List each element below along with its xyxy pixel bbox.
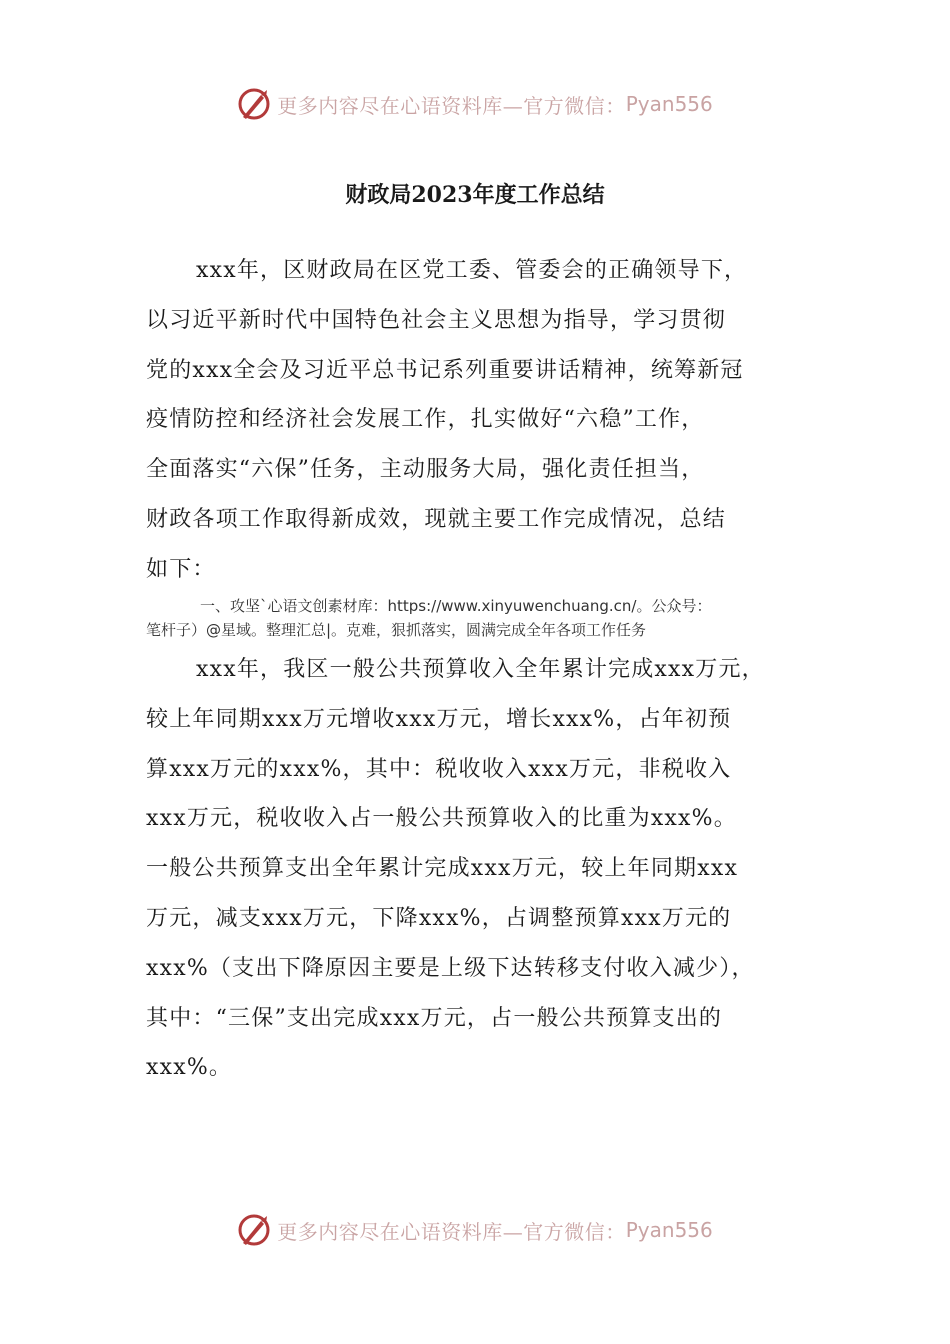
paragraph-line: xxx年，我区一般公共预算收入全年累计完成xxx万元， <box>196 657 765 682</box>
paragraph-line: xxx年，区财政局在区党工委、管委会的正确领导下， <box>196 258 748 283</box>
banner-wechat-id: Pyan556 <box>625 92 713 116</box>
footer-banner <box>0 1210 950 1250</box>
banner-wechat-id: Pyan556 <box>625 1218 713 1242</box>
paragraph-line: 党的xxx全会及习近平总书记系列重要讲话精神，统筹新冠 <box>146 357 744 383</box>
document-title: 财政局2023年度工作总结 <box>345 182 605 208</box>
banner-text: 更多内容尽在心语资料库—官方微信： <box>277 93 626 118</box>
quill-logo-icon <box>237 87 271 121</box>
heading-line: 一、攻坚`心语文创素材库：https://www.xinyuwenchuang.cn/。公众号： <box>200 597 712 615</box>
paragraph-line: 全面落实“六保”任务，主动服务大局，强化责任担当， <box>146 457 705 483</box>
paragraph-line: 以习近平新时代中国特色社会主义思想为指导，学习贯彻 <box>146 307 727 333</box>
paragraph-line: 其中：“三保”支出完成xxx万元，占一般公共预算支出的 <box>146 1005 723 1031</box>
budget-paragraph <box>146 645 816 1093</box>
heading-line: 笔杆子）@星域。整理汇总|。克难，狠抓落实，圆满完成全年各项工作任务 <box>146 621 647 639</box>
paragraph-line: 万元，减支xxx万元，下降xxx%，占调整预算xxx万元的 <box>146 905 732 931</box>
paragraph-line: 疫情防控和经济社会发展工作，扎实做好“六稳”工作， <box>146 407 705 433</box>
quill-logo-icon <box>237 1213 271 1247</box>
paragraph-line: 较上年同期xxx万元增收xxx万元，增长xxx%，占年初预 <box>146 706 732 732</box>
paragraph-line: 一般公共预算支出全年累计完成xxx万元，较上年同期xxx <box>146 856 739 882</box>
paragraph-line: xxx万元，税收收入占一般公共预算收入的比重为xxx%。 <box>146 806 737 832</box>
paragraph-line: xxx%（支出下降原因主要是上级下达转移支付收入减少）， <box>146 955 755 981</box>
section-heading <box>146 594 816 642</box>
intro-paragraph <box>146 246 816 595</box>
paragraph-line: xxx%。 <box>146 1055 233 1081</box>
banner-text: 更多内容尽在心语资料库—官方微信： <box>277 1219 626 1244</box>
paragraph-line: 财政各项工作取得新成效，现就主要工作完成情况，总结 <box>146 506 727 532</box>
header-banner <box>0 84 950 124</box>
paragraph-line: 算xxx万元的xxx%，其中：税收收入xxx万元，非税收入 <box>146 756 732 782</box>
paragraph-line: 如下： <box>146 556 216 582</box>
